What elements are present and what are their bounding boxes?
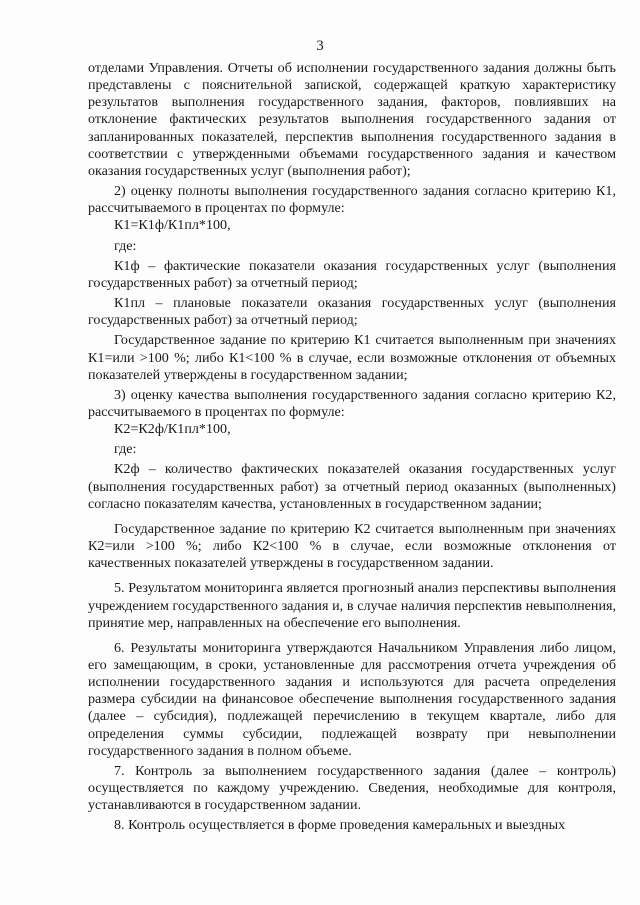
paragraph-item-7: 7. Контроль за выполнением государственного задания (далее – контроль) осуществляется по каждому учреждению. Сведения, необходимые для контроля, устанавливаются в государственном задании. bbox=[88, 762, 616, 814]
definition-k2f: К2ф – количество фактических показателей оказания государственных услуг (выполнения государственных работ) за отчетный период оказанных (выполненных) согласно показателям качества, установленных в государственном задании; bbox=[88, 461, 616, 512]
paragraph-item-8: 8. Контроль осуществляется в форме проведения камеральных и выездных bbox=[114, 817, 566, 834]
paragraph-criterion-k2: 3) оценку качества выполнения государственного задания согласно критерию К2, рассчитываемого в процентах по формуле: bbox=[88, 386, 616, 420]
paragraph-criterion-k1: 2) оценку полноты выполнения государственного задания согласно критерию К1, рассчитываемого в процентах по формуле: bbox=[88, 183, 616, 217]
paragraph-k2-fulfilled: Государственное задание по критерию К2 считается выполненным при значениях К2=или >100 %; либо К2<100 % в случае, если возможные отклонения от качественных показателей утверждены в государственном задании. bbox=[88, 520, 616, 572]
page-number: 3 bbox=[316, 38, 324, 54]
where-label-1: где: bbox=[114, 237, 137, 254]
paragraph-item-5: 5. Результатом мониторинга является прогнозный анализ перспективы выполнения учреждением государственного задания и, в случае наличия перспектив невыполнения, принятие мер, направленных на обеспечение его выполнения. bbox=[88, 580, 616, 631]
paragraph-k1-fulfilled: Государственное задание по критерию К1 считается выполненным при значениях К1=или >100 %; либо К1<100 % в случае, если возможные отклонения от объемных показателей утверждены в государственном задании; bbox=[88, 332, 616, 383]
document-body bbox=[88, 60, 616, 835]
definition-k1pl: К1пл – плановые показатели оказания государственных услуг (выполнения государственных работ) за отчетный период; bbox=[88, 295, 616, 329]
formula-k1: К1=К1ф/К1пл*100, bbox=[114, 217, 231, 234]
definition-k1f: К1ф – фактические показатели оказания государственных услуг (выполнения государственных работ) за отчетный период; bbox=[88, 257, 616, 291]
paragraph-reports: отделами Управления. Отчеты об исполнении государственного задания должны быть представлены с пояснительной запиской, содержащей краткую характеристику результатов выполнения государственного задания, факторов, повлиявших на отклонение фактических результатов выполнения государственного задания от запланированных показателей, перспектив выполнения государственного задания в соответствии с утвержденными объемами государственного задания и качеством оказания государственных услуг (выполнения работ); bbox=[88, 60, 616, 179]
where-label-2: где: bbox=[114, 441, 137, 458]
formula-k2: К2=К2ф/К1пл*100, bbox=[114, 421, 231, 438]
paragraph-item-6: 6. Результаты мониторинга утверждаются Начальником Управления либо лицом, его замещающим, в сроки, установленные для рассмотрения отчета учреждения об исполнении государственного задания и используются для расчета определения размера субсидии на финансовое обеспечение выполнения государственного задания (далее – субсидия), подлежащей перечислению в текущем квартале, либо для определения суммы субсидии, подлежащей возврату при невыполнении государственного задания в полном объеме. bbox=[88, 639, 616, 759]
